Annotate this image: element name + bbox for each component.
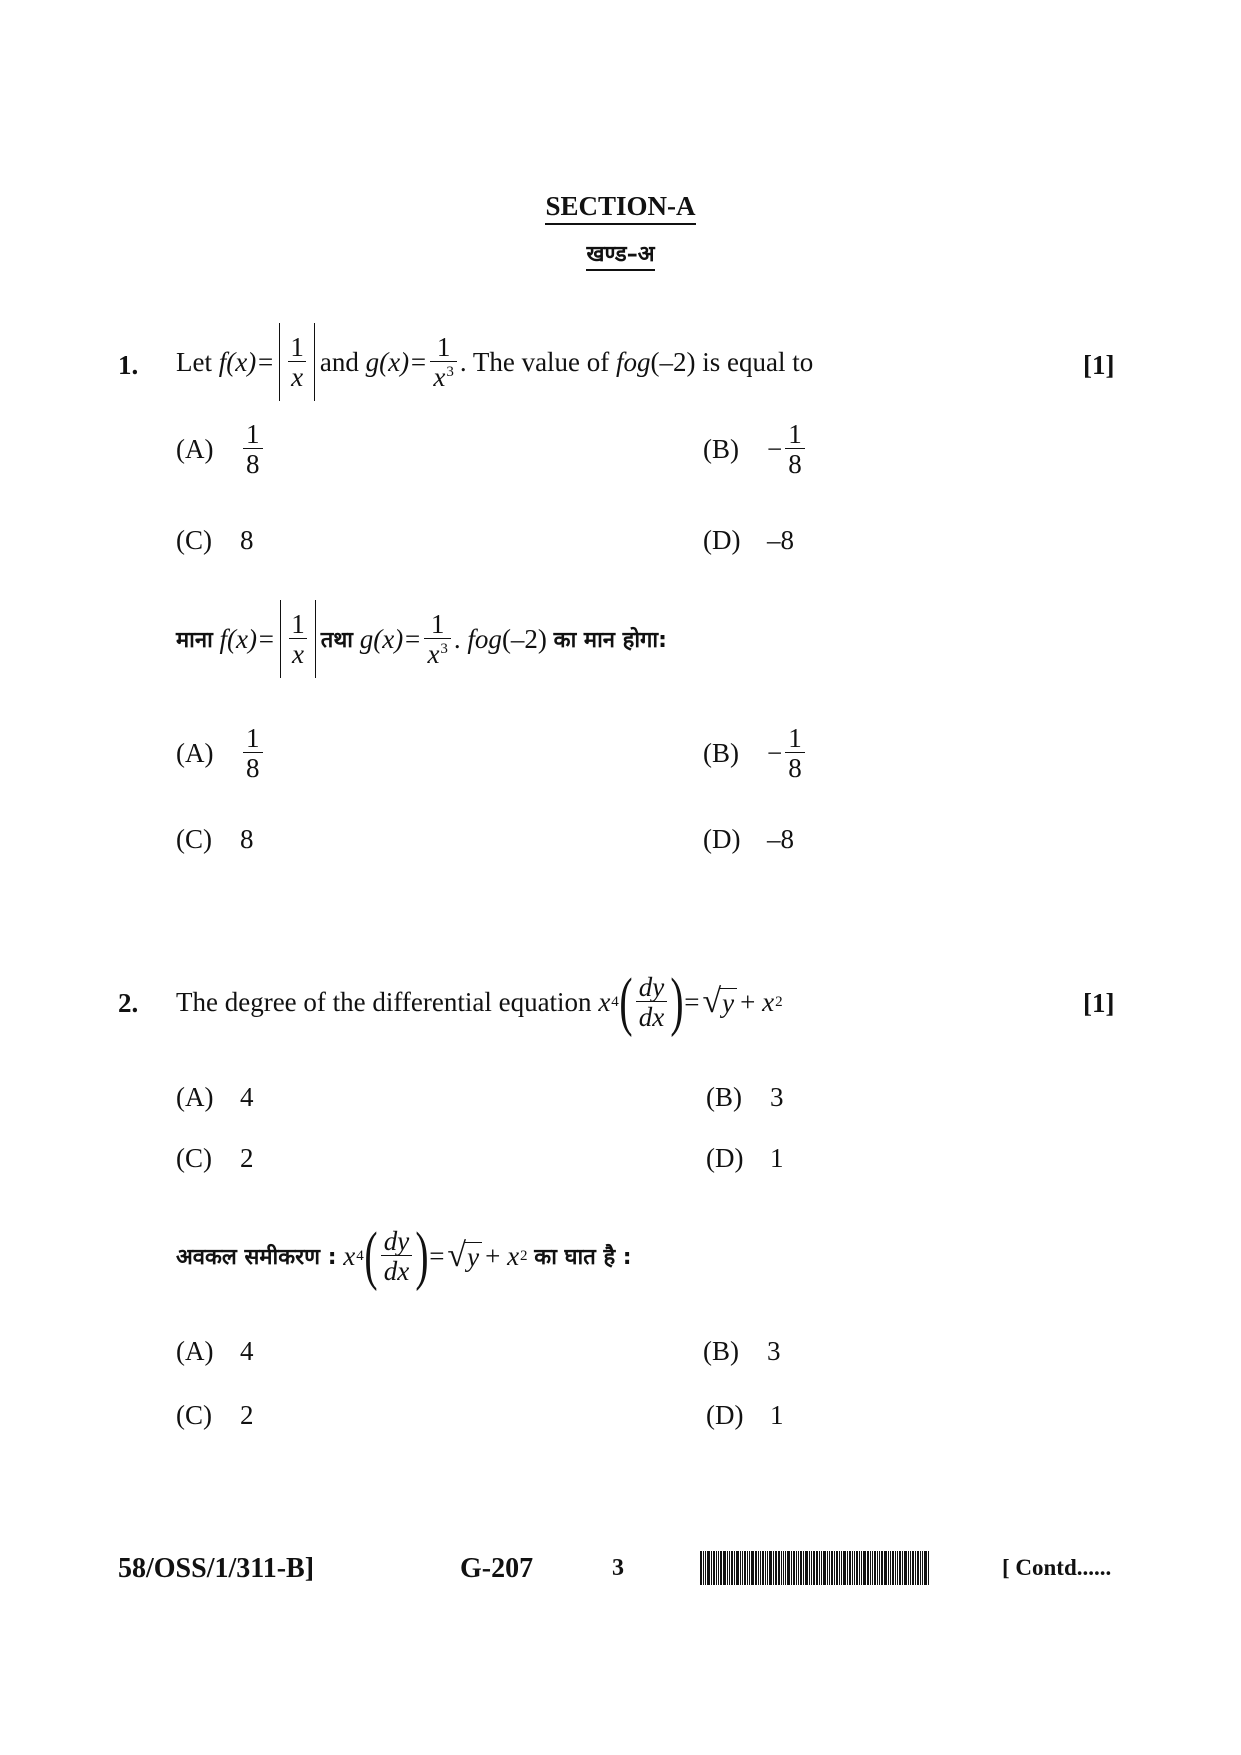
- q2-stem-en: The degree of the differential equation x 4 ( $\frac{dy}{dx}$ ) = √ y + x 2: [176, 965, 783, 1038]
- q1-option-b[interactable]: (B) − $\frac{1}{8}$: [703, 420, 808, 479]
- q1-stem-hi: माना f(x)= $\frac{1}{x}$ तथा g(x)= $\frac{1}{x^3}$ . fog (–2) का मान होगा:: [176, 600, 667, 678]
- q2-hi-option-d[interactable]: (D) 1: [706, 1400, 784, 1430]
- q2-hi-option-b[interactable]: (B) 3: [703, 1336, 781, 1366]
- q2-option-a[interactable]: (A) 4: [176, 1082, 254, 1112]
- footer-page-number: 3: [612, 1555, 624, 1581]
- q1-stem-en: Let f(x)= $\frac{1}{x}$ and g(x)= $\frac{1}{x^3}$ . The value of fog (–2) is equal to: [176, 323, 813, 401]
- q2-option-d[interactable]: (D) 1: [706, 1143, 784, 1173]
- barcode-icon: [700, 1551, 972, 1585]
- q1-marks: [1]: [1083, 350, 1115, 380]
- q1-hi-option-b[interactable]: (B) − $\frac{1}{8}$: [703, 724, 808, 783]
- q2-hi-option-c[interactable]: (C) 2: [176, 1400, 254, 1430]
- q2-number: 2.: [118, 988, 139, 1018]
- footer-contd: [ Contd......: [1002, 1555, 1112, 1580]
- q2-marks: [1]: [1083, 988, 1115, 1018]
- footer-series: G-207: [460, 1553, 534, 1584]
- q2-sqrt: √ y: [702, 985, 737, 1019]
- q2-option-c[interactable]: (C) 2: [176, 1143, 254, 1173]
- q1-hi-g-fraction: $\frac{1}{x^3}$: [424, 610, 450, 669]
- q1-hi-option-d[interactable]: (D) –8: [703, 824, 794, 854]
- q2-hi-sqrt: √ y: [447, 1239, 482, 1273]
- section-title-hindi: खण्ड–अ: [0, 238, 1241, 268]
- q1-option-a[interactable]: (A) $\frac{1}{8}$: [176, 420, 266, 479]
- q2-hi-dydx-fraction: $\frac{dy}{dx}$: [381, 1227, 412, 1286]
- q1-option-c[interactable]: (C) 8: [176, 525, 254, 555]
- q1-hi-option-a[interactable]: (A) $\frac{1}{8}$: [176, 724, 266, 783]
- q2-dydx-fraction: $\frac{dy}{dx}$: [636, 973, 667, 1032]
- footer-paper-code: 58/OSS/1/311-B]: [118, 1553, 315, 1584]
- q1-option-d[interactable]: (D) –8: [703, 525, 794, 555]
- q2-stem-hi: अवकल समीकरण : x 4 ( $\frac{dy}{dx}$ ) = √ y + x 2 का घात है :: [176, 1219, 632, 1292]
- q2-option-b[interactable]: (B) 3: [706, 1082, 784, 1112]
- q1-abs-fraction: $\frac{1}{x}$: [279, 323, 315, 401]
- q2-hi-option-a[interactable]: (A) 4: [176, 1336, 254, 1366]
- section-title: SECTION-A: [0, 191, 1241, 222]
- q1-number: 1.: [118, 350, 139, 380]
- q1-hi-option-c[interactable]: (C) 8: [176, 824, 254, 854]
- q1-g-fraction: $\frac{1}{x^3}$: [430, 333, 456, 392]
- q1-hi-abs-fraction: $\frac{1}{x}$: [280, 600, 316, 678]
